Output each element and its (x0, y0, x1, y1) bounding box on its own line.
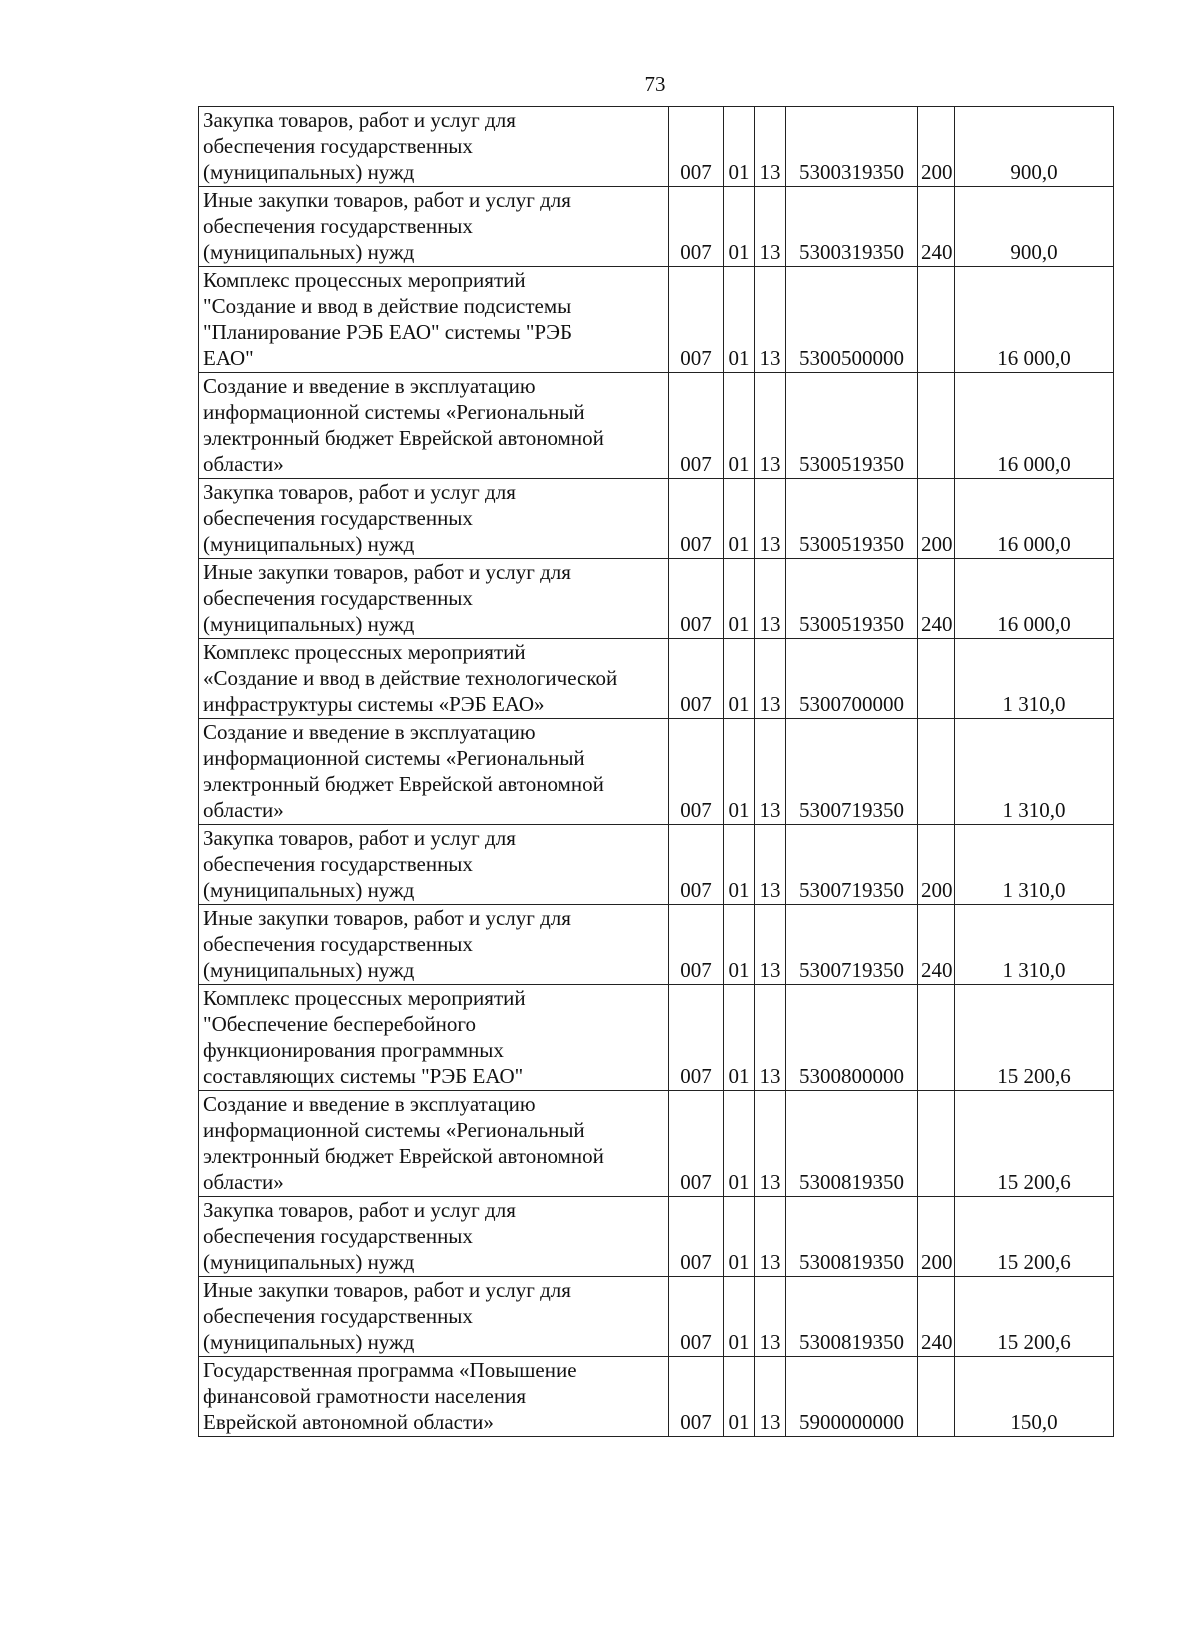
row-target-article: 5300819350 (786, 1197, 918, 1277)
row-subsection: 13 (755, 719, 786, 825)
row-section: 01 (724, 1091, 755, 1197)
row-expense-type: 240 (918, 187, 955, 267)
row-name: Закупка товаров, работ и услуг для обеспечения государственных (муниципальных) нужд (199, 107, 669, 187)
row-amount: 16 000,0 (955, 479, 1114, 559)
table-row (199, 825, 1114, 905)
row-expense-type (918, 639, 955, 719)
row-amount: 15 200,6 (955, 985, 1114, 1091)
row-section: 01 (724, 107, 755, 187)
row-amount: 900,0 (955, 107, 1114, 187)
row-admin-code: 007 (669, 985, 724, 1091)
row-section: 01 (724, 639, 755, 719)
row-admin-code: 007 (669, 559, 724, 639)
table-row (199, 373, 1114, 479)
row-admin-code: 007 (669, 905, 724, 985)
row-admin-code: 007 (669, 107, 724, 187)
row-name: Создание и введение в эксплуатацию информационной системы «Региональный электронный бюджет Еврейской автономной области» (199, 719, 669, 825)
row-amount: 16 000,0 (955, 559, 1114, 639)
row-amount: 150,0 (955, 1357, 1114, 1437)
row-expense-type: 200 (918, 479, 955, 559)
row-target-article: 5900000000 (786, 1357, 918, 1437)
row-section: 01 (724, 187, 755, 267)
row-admin-code: 007 (669, 187, 724, 267)
table-row (199, 107, 1114, 187)
row-target-article: 5300719350 (786, 905, 918, 985)
row-section: 01 (724, 1277, 755, 1357)
row-section: 01 (724, 479, 755, 559)
row-admin-code: 007 (669, 719, 724, 825)
row-subsection: 13 (755, 985, 786, 1091)
row-name: Иные закупки товаров, работ и услуг для обеспечения государственных (муниципальных) нужд (199, 559, 669, 639)
row-target-article: 5300819350 (786, 1091, 918, 1197)
row-amount: 15 200,6 (955, 1277, 1114, 1357)
row-subsection: 13 (755, 1197, 786, 1277)
table-row (199, 1091, 1114, 1197)
row-admin-code: 007 (669, 373, 724, 479)
row-section: 01 (724, 1357, 755, 1437)
row-admin-code: 007 (669, 1277, 724, 1357)
row-subsection: 13 (755, 1091, 786, 1197)
row-target-article: 5300819350 (786, 1277, 918, 1357)
row-subsection: 13 (755, 639, 786, 719)
row-name: Иные закупки товаров, работ и услуг для обеспечения государственных (муниципальных) нужд (199, 187, 669, 267)
row-section: 01 (724, 267, 755, 373)
row-subsection: 13 (755, 267, 786, 373)
row-amount: 15 200,6 (955, 1197, 1114, 1277)
table-row (199, 479, 1114, 559)
row-admin-code: 007 (669, 479, 724, 559)
row-target-article: 5300500000 (786, 267, 918, 373)
row-subsection: 13 (755, 1277, 786, 1357)
row-name: Иные закупки товаров, работ и услуг для обеспечения государственных (муниципальных) нужд (199, 1277, 669, 1357)
row-expense-type (918, 267, 955, 373)
row-section: 01 (724, 719, 755, 825)
row-amount: 1 310,0 (955, 719, 1114, 825)
row-target-article: 5300719350 (786, 719, 918, 825)
row-target-article: 5300800000 (786, 985, 918, 1091)
row-admin-code: 007 (669, 1197, 724, 1277)
row-expense-type: 200 (918, 107, 955, 187)
table-row (199, 267, 1114, 373)
row-expense-type: 240 (918, 905, 955, 985)
row-subsection: 13 (755, 479, 786, 559)
row-admin-code: 007 (669, 639, 724, 719)
row-section: 01 (724, 985, 755, 1091)
budget-table (198, 106, 1114, 1437)
row-section: 01 (724, 825, 755, 905)
table-row (199, 1197, 1114, 1277)
table-body (199, 107, 1114, 1437)
row-name: Закупка товаров, работ и услуг для обеспечения государственных (муниципальных) нужд (199, 1197, 669, 1277)
row-expense-type: 240 (918, 559, 955, 639)
row-name: Закупка товаров, работ и услуг для обеспечения государственных (муниципальных) нужд (199, 479, 669, 559)
row-target-article: 5300519350 (786, 479, 918, 559)
row-expense-type: 200 (918, 1197, 955, 1277)
table-row (199, 187, 1114, 267)
row-section: 01 (724, 373, 755, 479)
row-amount: 16 000,0 (955, 267, 1114, 373)
row-name: Комплекс процессных мероприятий "Создание и ввод в действие подсистемы "Планирование РЭБ ЕАО" системы "РЭБ ЕАО" (199, 267, 669, 373)
row-expense-type (918, 1357, 955, 1437)
row-admin-code: 007 (669, 1357, 724, 1437)
row-amount: 1 310,0 (955, 639, 1114, 719)
table-row (199, 639, 1114, 719)
row-subsection: 13 (755, 187, 786, 267)
row-expense-type (918, 1091, 955, 1197)
page-number: 73 (644, 72, 666, 96)
row-section: 01 (724, 905, 755, 985)
row-target-article: 5300319350 (786, 187, 918, 267)
row-amount: 900,0 (955, 187, 1114, 267)
row-subsection: 13 (755, 559, 786, 639)
table-row (199, 1357, 1114, 1437)
row-target-article: 5300519350 (786, 559, 918, 639)
row-amount: 16 000,0 (955, 373, 1114, 479)
row-target-article: 5300519350 (786, 373, 918, 479)
row-name: Комплекс процессных мероприятий "Обеспечение бесперебойного функционирования программных составляющих системы "РЭБ ЕАО" (199, 985, 669, 1091)
row-admin-code: 007 (669, 825, 724, 905)
row-section: 01 (724, 559, 755, 639)
row-name: Создание и введение в эксплуатацию информационной системы «Региональный электронный бюджет Еврейской автономной области» (199, 373, 669, 479)
table-row (199, 1277, 1114, 1357)
row-name: Создание и введение в эксплуатацию информационной системы «Региональный электронный бюджет Еврейской автономной области» (199, 1091, 669, 1197)
row-expense-type (918, 373, 955, 479)
table-row (199, 905, 1114, 985)
table-row (199, 985, 1114, 1091)
row-expense-type: 200 (918, 825, 955, 905)
row-subsection: 13 (755, 825, 786, 905)
row-subsection: 13 (755, 1357, 786, 1437)
row-amount: 1 310,0 (955, 825, 1114, 905)
row-expense-type: 240 (918, 1277, 955, 1357)
row-name: Иные закупки товаров, работ и услуг для обеспечения государственных (муниципальных) нужд (199, 905, 669, 985)
row-amount: 15 200,6 (955, 1091, 1114, 1197)
row-target-article: 5300719350 (786, 825, 918, 905)
row-subsection: 13 (755, 373, 786, 479)
row-name: Закупка товаров, работ и услуг для обеспечения государственных (муниципальных) нужд (199, 825, 669, 905)
row-admin-code: 007 (669, 267, 724, 373)
row-name: Комплекс процессных мероприятий «Создание и ввод в действие технологической инфраструктуры системы «РЭБ ЕАО» (199, 639, 669, 719)
row-amount: 1 310,0 (955, 905, 1114, 985)
row-name: Государственная программа «Повышение финансовой грамотности населения Еврейской автономной области» (199, 1357, 669, 1437)
row-subsection: 13 (755, 905, 786, 985)
row-admin-code: 007 (669, 1091, 724, 1197)
table-row (199, 719, 1114, 825)
row-subsection: 13 (755, 107, 786, 187)
row-target-article: 5300319350 (786, 107, 918, 187)
row-section: 01 (724, 1197, 755, 1277)
row-expense-type (918, 985, 955, 1091)
row-target-article: 5300700000 (786, 639, 918, 719)
row-expense-type (918, 719, 955, 825)
table-row (199, 559, 1114, 639)
